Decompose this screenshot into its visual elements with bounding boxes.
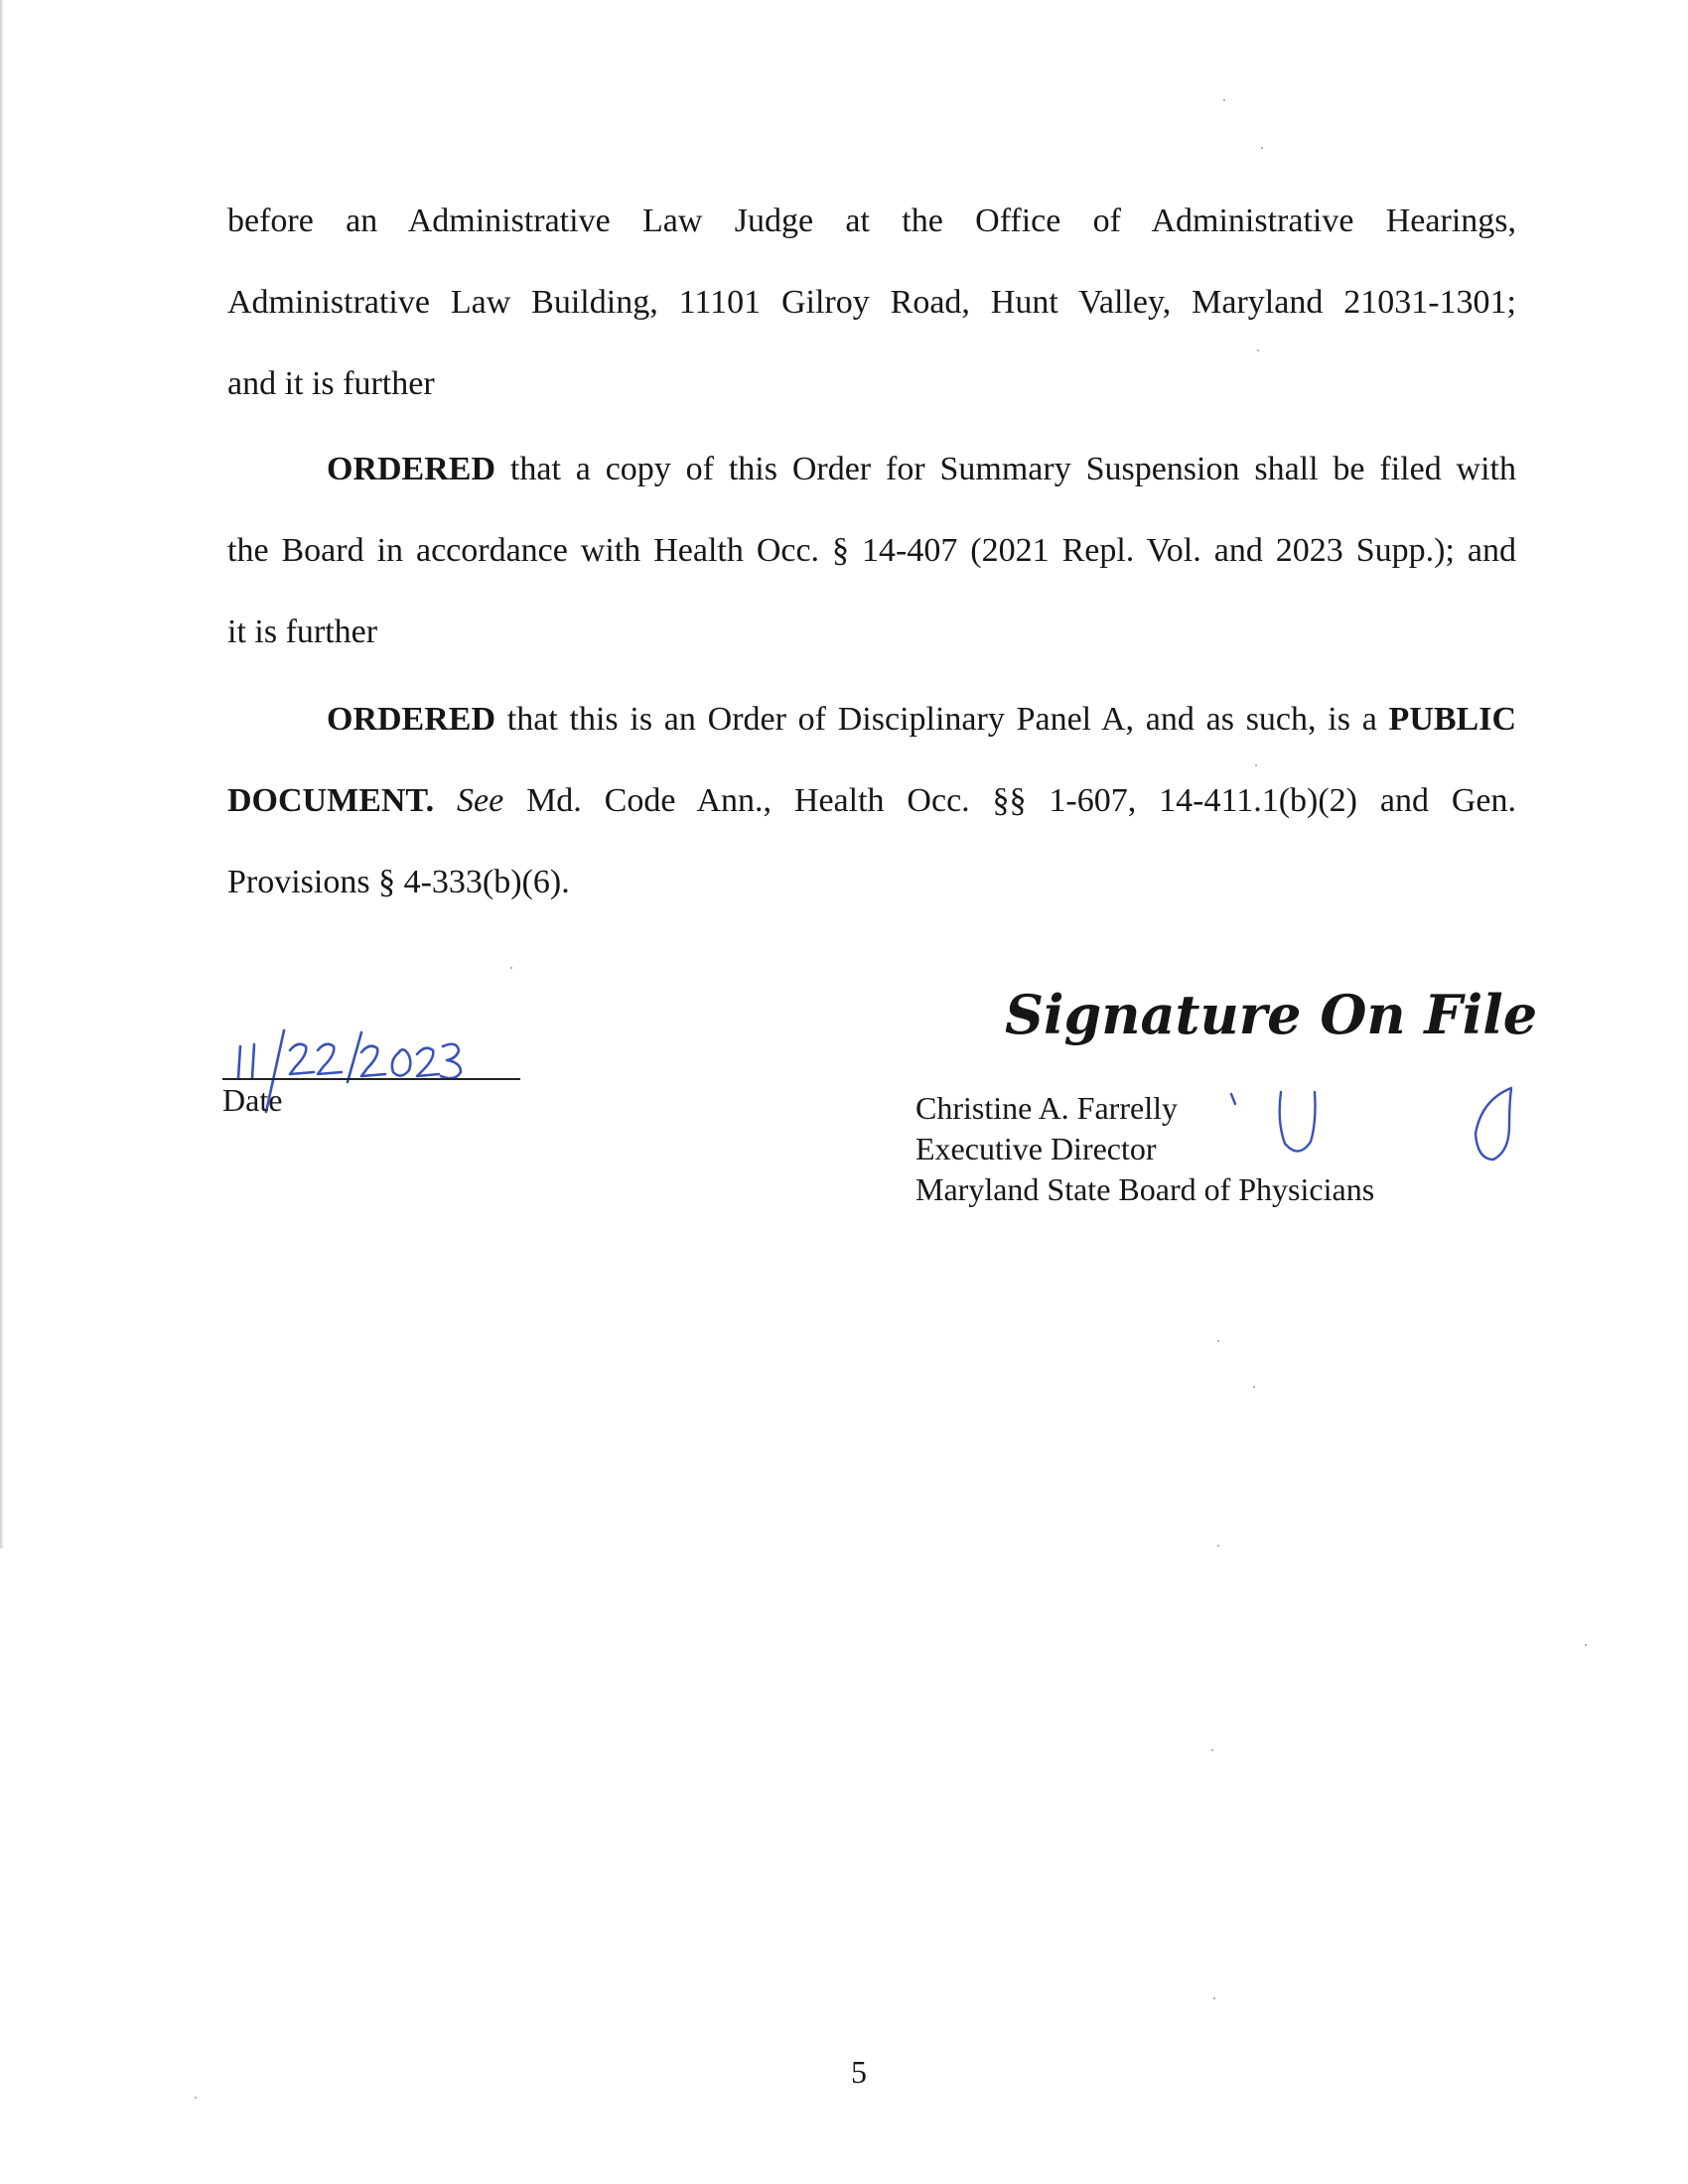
paragraph-hearing-location: [227, 181, 1516, 425]
scan-speck: [1253, 1386, 1255, 1388]
text-line: the Board in accordance with Health Occ. § 14-407 (2021 Repl. Vol. and 2023 Supp.); and: [227, 532, 1516, 569]
public-label: PUBLIC: [1388, 701, 1517, 738]
see-citation: See: [456, 782, 504, 819]
page-number: 5: [851, 2054, 867, 2090]
paragraph-filing-order: [227, 429, 1516, 673]
scan-speck: [1223, 99, 1225, 101]
document-label: DOCUMENT.: [227, 782, 435, 819]
text-line: [227, 429, 1516, 510]
text-line: [227, 760, 1516, 842]
ordered-label: ORDERED: [327, 451, 496, 487]
date-rule: [222, 1078, 520, 1080]
text-line: [227, 679, 1516, 760]
scan-speck: [1585, 1644, 1587, 1646]
text-fragment: Md. Code Ann., Health Occ. §§ 1-607, 14-411.1(b)(2) and Gen.: [526, 782, 1517, 819]
ordered-label: ORDERED: [327, 701, 496, 738]
text-line: it is further: [227, 614, 378, 650]
date-block: [222, 1021, 520, 1130]
scan-speck: [1255, 764, 1257, 766]
signature-on-file: Signature On File: [1005, 983, 1538, 1046]
signer-title: Executive Director: [915, 1131, 1157, 1166]
text-line: before an Administrative Law Judge at the Office of Administrative Hearings,: [227, 203, 1516, 239]
text-line: and it is further: [227, 365, 435, 402]
scan-speck: [1261, 147, 1263, 149]
signer-organization: Maryland State Board of Physicians: [915, 1171, 1375, 1207]
paragraph-public-document: [227, 679, 1516, 923]
scan-speck: [195, 2097, 197, 2099]
scan-speck: [1211, 1749, 1213, 1751]
scan-speck: [1217, 1340, 1219, 1342]
text-fragment: that a copy of this Order for Summary Suspension shall be filed with: [509, 451, 1517, 487]
text-line: Administrative Law Building, 11101 Gilroy Road, Hunt Valley, Maryland 21031-1301;: [227, 284, 1516, 321]
scan-speck: [1213, 1997, 1215, 1999]
scan-speck: [510, 967, 512, 969]
scan-edge: [0, 0, 4, 1549]
text-line: Provisions § 4-333(b)(6).: [227, 864, 570, 900]
ink-marks: [1221, 1082, 1539, 1201]
scan-speck: [1257, 349, 1259, 351]
signer-name: Christine A. Farrelly: [915, 1090, 1178, 1126]
scan-speck: [1217, 1545, 1219, 1547]
text-fragment: that this is an Order of Disciplinary Panel A, and as such, is a: [506, 701, 1377, 738]
date-label: Date: [222, 1082, 283, 1118]
